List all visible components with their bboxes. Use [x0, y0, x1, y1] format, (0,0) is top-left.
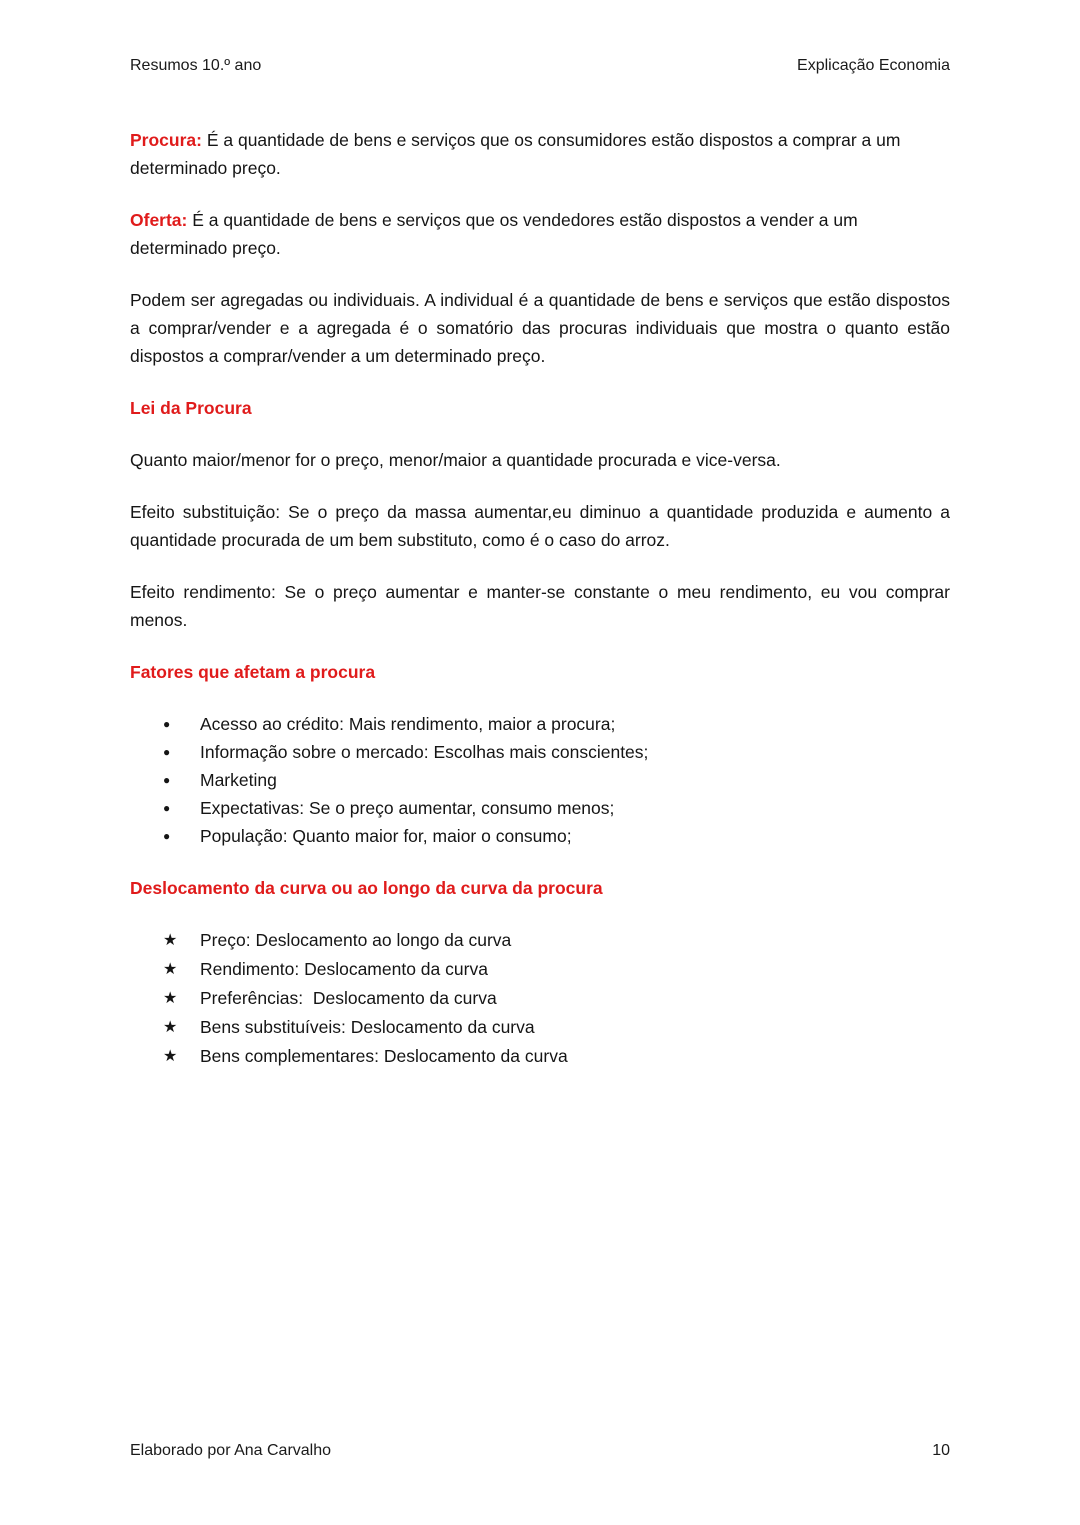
star-icon: ★ [163, 932, 178, 949]
footer-author: Elaborado por Ana Carvalho [130, 1442, 332, 1459]
bullet-icon: ● [163, 801, 171, 815]
paragraph-efeito-substituicao: Efeito substituição: Se o preço da massa aumentar,eu diminuo a quantidade produzida e aumento a quantidade procurada de um bem substituto, como é o caso do arroz. [130, 502, 950, 550]
heading-fatores: Fatores que afetam a procura [130, 662, 376, 682]
star-icon: ★ [163, 1019, 178, 1036]
list-fatores [130, 710, 950, 850]
list-deslocamento [130, 926, 950, 1071]
term-procura: Procura: [130, 130, 202, 150]
paragraph-agregadas: Podem ser agregadas ou individuais. A individual é a quantidade de bens e serviços que estão dispostos a comprar/vender e a agregada é o somatório das procuras individuais que mostra o quanto estão dispostos a comprar/vender a um determinado preço. [130, 290, 950, 366]
paragraph-procura [130, 126, 950, 182]
bullet-icon: ● [163, 829, 171, 843]
heading-deslocamento: Deslocamento da curva ou ao longo da curva da procura [130, 878, 603, 898]
star-icon: ★ [163, 990, 178, 1007]
bullet-icon: ● [163, 745, 171, 759]
page-number: 10 [932, 1442, 950, 1459]
star-icon: ★ [163, 1048, 178, 1065]
heading-lei-da-procura: Lei da Procura [130, 398, 252, 418]
bullet-icon: ● [163, 773, 171, 787]
page-footer [130, 1441, 950, 1461]
paragraph-efeito-rendimento: Efeito rendimento: Se o preço aumentar e manter-se constante o meu rendimento, eu vou comprar menos. [130, 582, 950, 630]
header-subject: Explicação Economia [797, 57, 950, 74]
definition-oferta: É a quantidade de bens e serviços que os vendedores estão dispostos a vender a um determinado preço. [130, 210, 858, 258]
list-item: ● Informação sobre o mercado: Escolhas mais conscientes; [130, 738, 950, 766]
page-header [130, 56, 950, 76]
definition-procura: É a quantidade de bens e serviços que os consumidores estão dispostos a comprar a um determinado preço. [130, 130, 901, 178]
list-item: ● Acesso ao crédito: Mais rendimento, maior a procura; [130, 710, 950, 738]
list-item: ★ Preço: Deslocamento ao longo da curva [130, 926, 950, 955]
list-item: ● Marketing [130, 766, 950, 794]
header-document-title: Resumos 10.º ano [130, 57, 262, 74]
list-item: ★ Bens substituíveis: Deslocamento da curva [130, 1013, 950, 1042]
bullet-icon: ● [163, 717, 171, 731]
list-item: ★ Rendimento: Deslocamento da curva [130, 955, 950, 984]
document-body [130, 126, 950, 1071]
paragraph-lei-da-procura: Quanto maior/menor for o preço, menor/maior a quantidade procurada e vice-versa. [130, 450, 781, 470]
paragraph-oferta [130, 206, 950, 262]
list-item: ● Expectativas: Se o preço aumentar, consumo menos; [130, 794, 950, 822]
list-item: ● População: Quanto maior for, maior o consumo; [130, 822, 950, 850]
list-item: ★ Preferências: Deslocamento da curva [130, 984, 950, 1013]
list-item: ★ Bens complementares: Deslocamento da curva [130, 1042, 950, 1071]
star-icon: ★ [163, 961, 178, 978]
term-oferta: Oferta: [130, 210, 188, 230]
